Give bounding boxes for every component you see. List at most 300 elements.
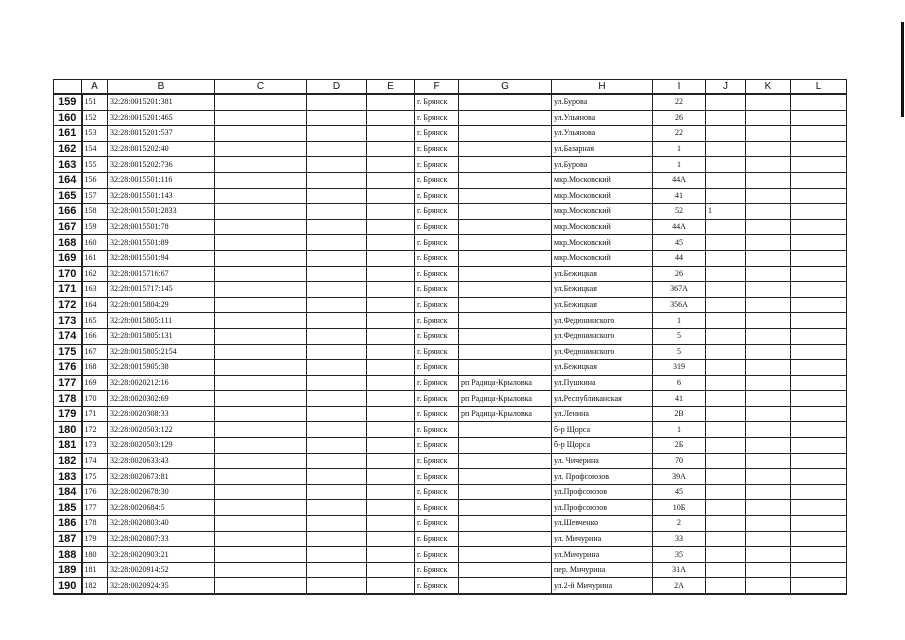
- row-number[interactable]: 160: [54, 110, 82, 126]
- cell-j[interactable]: [706, 110, 746, 126]
- cell-a[interactable]: 166: [82, 328, 108, 344]
- cell-l[interactable]: [791, 188, 847, 204]
- cell-i[interactable]: 5: [653, 344, 706, 360]
- cell-d[interactable]: [307, 313, 367, 329]
- cell-g[interactable]: [459, 282, 552, 298]
- cell-i[interactable]: 5: [653, 328, 706, 344]
- cell-c[interactable]: [215, 172, 307, 188]
- cell-a[interactable]: 155: [82, 157, 108, 173]
- cell-a[interactable]: 173: [82, 438, 108, 454]
- cell-k[interactable]: [746, 266, 791, 282]
- cell-l[interactable]: [791, 204, 847, 220]
- cell-j[interactable]: [706, 313, 746, 329]
- cell-l[interactable]: [791, 547, 847, 563]
- cell-b[interactable]: 32:28:0020807:33: [108, 531, 215, 547]
- cell-d[interactable]: [307, 531, 367, 547]
- row-number[interactable]: 184: [54, 484, 82, 500]
- cell-k[interactable]: [746, 562, 791, 578]
- cell-h[interactable]: ул.Профсоюзов: [552, 500, 653, 516]
- cell-c[interactable]: [215, 406, 307, 422]
- cell-g[interactable]: рп Радица-Крыловка: [459, 375, 552, 391]
- cell-k[interactable]: [746, 500, 791, 516]
- column-header-c[interactable]: C: [215, 80, 307, 95]
- cell-c[interactable]: [215, 516, 307, 532]
- cell-c[interactable]: [215, 484, 307, 500]
- column-header-e[interactable]: E: [367, 80, 415, 95]
- column-header-a[interactable]: A: [82, 80, 108, 95]
- cell-j[interactable]: [706, 297, 746, 313]
- cell-h[interactable]: мкр.Московский: [552, 219, 653, 235]
- cell-f[interactable]: г. Брянск: [415, 562, 459, 578]
- row-number[interactable]: 166: [54, 204, 82, 220]
- cell-j[interactable]: [706, 547, 746, 563]
- cell-c[interactable]: [215, 313, 307, 329]
- cell-i[interactable]: 2Б: [653, 438, 706, 454]
- cell-a[interactable]: 176: [82, 484, 108, 500]
- cell-c[interactable]: [215, 297, 307, 313]
- cell-h[interactable]: ул.Федюнинского: [552, 344, 653, 360]
- row-number[interactable]: 163: [54, 157, 82, 173]
- cell-a[interactable]: 153: [82, 126, 108, 142]
- row-number[interactable]: 165: [54, 188, 82, 204]
- cell-k[interactable]: [746, 250, 791, 266]
- cell-i[interactable]: 10Б: [653, 500, 706, 516]
- cell-h[interactable]: мкр.Московский: [552, 172, 653, 188]
- cell-b[interactable]: 32:28:0020914:52: [108, 562, 215, 578]
- cell-b[interactable]: 32:28:0015805:2154: [108, 344, 215, 360]
- cell-h[interactable]: ул.Шевченко: [552, 516, 653, 532]
- cell-a[interactable]: 168: [82, 360, 108, 376]
- cell-e[interactable]: [367, 531, 415, 547]
- cell-h[interactable]: ул.Бежицкая: [552, 282, 653, 298]
- cell-d[interactable]: [307, 328, 367, 344]
- cell-l[interactable]: [791, 391, 847, 407]
- cell-i[interactable]: 6: [653, 375, 706, 391]
- cell-a[interactable]: 170: [82, 391, 108, 407]
- cell-a[interactable]: 164: [82, 297, 108, 313]
- cell-h[interactable]: ул.Бурова: [552, 94, 653, 110]
- cell-k[interactable]: [746, 438, 791, 454]
- cell-e[interactable]: [367, 344, 415, 360]
- column-header-d[interactable]: D: [307, 80, 367, 95]
- cell-e[interactable]: [367, 94, 415, 110]
- cell-e[interactable]: [367, 547, 415, 563]
- cell-c[interactable]: [215, 250, 307, 266]
- cell-j[interactable]: [706, 562, 746, 578]
- cell-h[interactable]: ул.Ульянова: [552, 126, 653, 142]
- cell-i[interactable]: 2: [653, 516, 706, 532]
- cell-j[interactable]: [706, 500, 746, 516]
- cell-c[interactable]: [215, 188, 307, 204]
- cell-j[interactable]: [706, 344, 746, 360]
- column-header-k[interactable]: K: [746, 80, 791, 95]
- cell-i[interactable]: 1: [653, 313, 706, 329]
- cell-g[interactable]: [459, 266, 552, 282]
- cell-d[interactable]: [307, 344, 367, 360]
- cell-c[interactable]: [215, 438, 307, 454]
- cell-e[interactable]: [367, 219, 415, 235]
- cell-a[interactable]: 181: [82, 562, 108, 578]
- cell-g[interactable]: [459, 516, 552, 532]
- cell-b[interactable]: 32:28:0015804:29: [108, 297, 215, 313]
- cell-f[interactable]: г. Брянск: [415, 453, 459, 469]
- cell-h[interactable]: ул.Пушкина: [552, 375, 653, 391]
- cell-f[interactable]: г. Брянск: [415, 531, 459, 547]
- cell-k[interactable]: [746, 516, 791, 532]
- cell-f[interactable]: г. Брянск: [415, 360, 459, 376]
- cell-f[interactable]: г. Брянск: [415, 157, 459, 173]
- cell-g[interactable]: [459, 500, 552, 516]
- cell-h[interactable]: ул.Профсоюзов: [552, 484, 653, 500]
- cell-l[interactable]: [791, 313, 847, 329]
- cell-g[interactable]: [459, 453, 552, 469]
- row-number[interactable]: 161: [54, 126, 82, 142]
- cell-g[interactable]: [459, 578, 552, 594]
- cell-j[interactable]: [706, 391, 746, 407]
- cell-i[interactable]: 44А: [653, 219, 706, 235]
- cell-l[interactable]: [791, 250, 847, 266]
- cell-j[interactable]: [706, 188, 746, 204]
- cell-b[interactable]: 32:28:0015501:78: [108, 219, 215, 235]
- cell-e[interactable]: [367, 453, 415, 469]
- cell-b[interactable]: 32:28:0015805:131: [108, 328, 215, 344]
- cell-l[interactable]: [791, 562, 847, 578]
- cell-g[interactable]: [459, 547, 552, 563]
- cell-a[interactable]: 175: [82, 469, 108, 485]
- cell-c[interactable]: [215, 110, 307, 126]
- cell-e[interactable]: [367, 110, 415, 126]
- cell-h[interactable]: ул. Мичурина: [552, 531, 653, 547]
- cell-i[interactable]: 35: [653, 547, 706, 563]
- cell-e[interactable]: [367, 406, 415, 422]
- cell-f[interactable]: г. Брянск: [415, 469, 459, 485]
- cell-k[interactable]: [746, 453, 791, 469]
- cell-h[interactable]: мкр.Московский: [552, 235, 653, 251]
- cell-l[interactable]: [791, 266, 847, 282]
- cell-e[interactable]: [367, 172, 415, 188]
- cell-a[interactable]: 160: [82, 235, 108, 251]
- column-header-l[interactable]: L: [791, 80, 847, 95]
- cell-j[interactable]: [706, 469, 746, 485]
- cell-h[interactable]: ул.Мичурина: [552, 547, 653, 563]
- cell-b[interactable]: 32:28:0020684:5: [108, 500, 215, 516]
- cell-k[interactable]: [746, 219, 791, 235]
- cell-d[interactable]: [307, 219, 367, 235]
- row-number[interactable]: 190: [54, 578, 82, 594]
- cell-c[interactable]: [215, 469, 307, 485]
- cell-k[interactable]: [746, 406, 791, 422]
- cell-c[interactable]: [215, 547, 307, 563]
- cell-c[interactable]: [215, 391, 307, 407]
- cell-f[interactable]: г. Брянск: [415, 94, 459, 110]
- cell-g[interactable]: [459, 484, 552, 500]
- cell-h[interactable]: мкр.Московский: [552, 250, 653, 266]
- cell-a[interactable]: 162: [82, 266, 108, 282]
- cell-d[interactable]: [307, 250, 367, 266]
- cell-k[interactable]: [746, 531, 791, 547]
- cell-g[interactable]: [459, 157, 552, 173]
- row-number[interactable]: 179: [54, 406, 82, 422]
- cell-j[interactable]: [706, 422, 746, 438]
- cell-b[interactable]: 32:28:0020302:69: [108, 391, 215, 407]
- cell-j[interactable]: [706, 219, 746, 235]
- row-number[interactable]: 186: [54, 516, 82, 532]
- cell-b[interactable]: 32:28:0015501:143: [108, 188, 215, 204]
- cell-g[interactable]: [459, 328, 552, 344]
- cell-f[interactable]: г. Брянск: [415, 172, 459, 188]
- row-number[interactable]: 177: [54, 375, 82, 391]
- cell-c[interactable]: [215, 360, 307, 376]
- cell-f[interactable]: г. Брянск: [415, 297, 459, 313]
- cell-g[interactable]: [459, 235, 552, 251]
- cell-a[interactable]: 178: [82, 516, 108, 532]
- cell-g[interactable]: [459, 94, 552, 110]
- cell-i[interactable]: 2А: [653, 578, 706, 594]
- cell-h[interactable]: ул.Федюнинского: [552, 313, 653, 329]
- cell-l[interactable]: [791, 235, 847, 251]
- cell-i[interactable]: 26: [653, 266, 706, 282]
- cell-a[interactable]: 180: [82, 547, 108, 563]
- cell-f[interactable]: г. Брянск: [415, 313, 459, 329]
- cell-a[interactable]: 161: [82, 250, 108, 266]
- row-number[interactable]: 183: [54, 469, 82, 485]
- cell-e[interactable]: [367, 328, 415, 344]
- cell-d[interactable]: [307, 297, 367, 313]
- cell-i[interactable]: 70: [653, 453, 706, 469]
- cell-i[interactable]: 31А: [653, 562, 706, 578]
- cell-d[interactable]: [307, 235, 367, 251]
- cell-l[interactable]: [791, 469, 847, 485]
- cell-b[interactable]: 32:28:0015501:116: [108, 172, 215, 188]
- cell-f[interactable]: г. Брянск: [415, 126, 459, 142]
- cell-l[interactable]: [791, 172, 847, 188]
- cell-a[interactable]: 154: [82, 141, 108, 157]
- cell-h[interactable]: ул.Федюнинского: [552, 328, 653, 344]
- cell-c[interactable]: [215, 375, 307, 391]
- cell-f[interactable]: г. Брянск: [415, 141, 459, 157]
- cell-j[interactable]: [706, 328, 746, 344]
- cell-b[interactable]: 32:28:0020503:129: [108, 438, 215, 454]
- cell-d[interactable]: [307, 500, 367, 516]
- cell-a[interactable]: 179: [82, 531, 108, 547]
- cell-h[interactable]: ул.Бежицкая: [552, 297, 653, 313]
- row-number[interactable]: 178: [54, 391, 82, 407]
- cell-f[interactable]: г. Брянск: [415, 500, 459, 516]
- cell-d[interactable]: [307, 94, 367, 110]
- cell-g[interactable]: [459, 469, 552, 485]
- cell-h[interactable]: б-р Щорса: [552, 438, 653, 454]
- cell-b[interactable]: 32:28:0020308:33: [108, 406, 215, 422]
- cell-e[interactable]: [367, 375, 415, 391]
- cell-e[interactable]: [367, 360, 415, 376]
- cell-f[interactable]: г. Брянск: [415, 110, 459, 126]
- cell-k[interactable]: [746, 547, 791, 563]
- cell-i[interactable]: 319: [653, 360, 706, 376]
- cell-k[interactable]: [746, 126, 791, 142]
- cell-f[interactable]: г. Брянск: [415, 438, 459, 454]
- cell-l[interactable]: [791, 282, 847, 298]
- cell-c[interactable]: [215, 453, 307, 469]
- cell-i[interactable]: 41: [653, 391, 706, 407]
- cell-d[interactable]: [307, 469, 367, 485]
- cell-c[interactable]: [215, 235, 307, 251]
- cell-i[interactable]: 2В: [653, 406, 706, 422]
- cell-c[interactable]: [215, 578, 307, 594]
- cell-g[interactable]: [459, 172, 552, 188]
- cell-k[interactable]: [746, 141, 791, 157]
- cell-d[interactable]: [307, 157, 367, 173]
- cell-h[interactable]: мкр.Московский: [552, 204, 653, 220]
- cell-a[interactable]: 172: [82, 422, 108, 438]
- cell-b[interactable]: 32:28:0015805:111: [108, 313, 215, 329]
- cell-d[interactable]: [307, 406, 367, 422]
- cell-c[interactable]: [215, 344, 307, 360]
- cell-e[interactable]: [367, 188, 415, 204]
- cell-j[interactable]: [706, 516, 746, 532]
- column-header-j[interactable]: J: [706, 80, 746, 95]
- cell-i[interactable]: 1: [653, 141, 706, 157]
- cell-e[interactable]: [367, 282, 415, 298]
- cell-d[interactable]: [307, 484, 367, 500]
- cell-c[interactable]: [215, 562, 307, 578]
- cell-i[interactable]: 52: [653, 204, 706, 220]
- cell-a[interactable]: 171: [82, 406, 108, 422]
- cell-b[interactable]: 32:28:0015501:89: [108, 235, 215, 251]
- row-number[interactable]: 189: [54, 562, 82, 578]
- cell-e[interactable]: [367, 250, 415, 266]
- cell-j[interactable]: [706, 141, 746, 157]
- cell-l[interactable]: [791, 94, 847, 110]
- cell-j[interactable]: [706, 94, 746, 110]
- cell-j[interactable]: [706, 250, 746, 266]
- cell-b[interactable]: 32:28:0015202:736: [108, 157, 215, 173]
- cell-b[interactable]: 32:28:0015201:381: [108, 94, 215, 110]
- cell-i[interactable]: 33: [653, 531, 706, 547]
- cell-d[interactable]: [307, 172, 367, 188]
- cell-b[interactable]: 32:28:0020212:16: [108, 375, 215, 391]
- column-header-g[interactable]: G: [459, 80, 552, 95]
- cell-h[interactable]: пер. Мичурина: [552, 562, 653, 578]
- cell-a[interactable]: 157: [82, 188, 108, 204]
- cell-c[interactable]: [215, 94, 307, 110]
- cell-e[interactable]: [367, 578, 415, 594]
- cell-b[interactable]: 32:28:0020633:43: [108, 453, 215, 469]
- cell-e[interactable]: [367, 266, 415, 282]
- cell-k[interactable]: [746, 204, 791, 220]
- cell-h[interactable]: ул.Ульянова: [552, 110, 653, 126]
- cell-l[interactable]: [791, 141, 847, 157]
- cell-g[interactable]: [459, 126, 552, 142]
- row-number[interactable]: 176: [54, 360, 82, 376]
- cell-i[interactable]: 41: [653, 188, 706, 204]
- row-number[interactable]: 182: [54, 453, 82, 469]
- cell-d[interactable]: [307, 110, 367, 126]
- cell-l[interactable]: [791, 219, 847, 235]
- cell-j[interactable]: 1: [706, 204, 746, 220]
- cell-g[interactable]: [459, 110, 552, 126]
- cell-d[interactable]: [307, 453, 367, 469]
- cell-j[interactable]: [706, 360, 746, 376]
- cell-a[interactable]: 165: [82, 313, 108, 329]
- cell-h[interactable]: ул.Базарная: [552, 141, 653, 157]
- cell-i[interactable]: 45: [653, 484, 706, 500]
- cell-f[interactable]: г. Брянск: [415, 235, 459, 251]
- cell-g[interactable]: [459, 531, 552, 547]
- cell-k[interactable]: [746, 484, 791, 500]
- cell-c[interactable]: [215, 126, 307, 142]
- cell-k[interactable]: [746, 188, 791, 204]
- cell-k[interactable]: [746, 422, 791, 438]
- row-number[interactable]: 185: [54, 500, 82, 516]
- cell-e[interactable]: [367, 422, 415, 438]
- cell-l[interactable]: [791, 578, 847, 594]
- cell-i[interactable]: 26: [653, 110, 706, 126]
- row-number[interactable]: 172: [54, 297, 82, 313]
- cell-a[interactable]: 163: [82, 282, 108, 298]
- cell-f[interactable]: г. Брянск: [415, 344, 459, 360]
- cell-k[interactable]: [746, 172, 791, 188]
- corner-cell[interactable]: [54, 80, 82, 95]
- row-number[interactable]: 170: [54, 266, 82, 282]
- cell-c[interactable]: [215, 157, 307, 173]
- cell-k[interactable]: [746, 344, 791, 360]
- cell-a[interactable]: 182: [82, 578, 108, 594]
- cell-j[interactable]: [706, 282, 746, 298]
- cell-f[interactable]: г. Брянск: [415, 516, 459, 532]
- column-header-i[interactable]: I: [653, 80, 706, 95]
- cell-b[interactable]: 32:28:0015501:94: [108, 250, 215, 266]
- cell-h[interactable]: ул.Бурова: [552, 157, 653, 173]
- cell-e[interactable]: [367, 313, 415, 329]
- cell-k[interactable]: [746, 360, 791, 376]
- cell-d[interactable]: [307, 141, 367, 157]
- cell-j[interactable]: [706, 172, 746, 188]
- cell-a[interactable]: 158: [82, 204, 108, 220]
- cell-j[interactable]: [706, 406, 746, 422]
- cell-i[interactable]: 39А: [653, 469, 706, 485]
- cell-f[interactable]: г. Брянск: [415, 547, 459, 563]
- cell-h[interactable]: б-р Щорса: [552, 422, 653, 438]
- cell-l[interactable]: [791, 360, 847, 376]
- cell-h[interactable]: ул.2-й Мичурина: [552, 578, 653, 594]
- cell-l[interactable]: [791, 500, 847, 516]
- cell-a[interactable]: 169: [82, 375, 108, 391]
- cell-g[interactable]: [459, 188, 552, 204]
- row-number[interactable]: 164: [54, 172, 82, 188]
- cell-g[interactable]: рп Радица-Крыловка: [459, 391, 552, 407]
- cell-g[interactable]: [459, 562, 552, 578]
- cell-j[interactable]: [706, 266, 746, 282]
- cell-d[interactable]: [307, 188, 367, 204]
- cell-c[interactable]: [215, 219, 307, 235]
- cell-j[interactable]: [706, 453, 746, 469]
- row-number[interactable]: 168: [54, 235, 82, 251]
- cell-e[interactable]: [367, 469, 415, 485]
- cell-g[interactable]: [459, 360, 552, 376]
- cell-g[interactable]: [459, 219, 552, 235]
- cell-l[interactable]: [791, 484, 847, 500]
- cell-c[interactable]: [215, 204, 307, 220]
- row-number[interactable]: 180: [54, 422, 82, 438]
- cell-j[interactable]: [706, 578, 746, 594]
- cell-e[interactable]: [367, 516, 415, 532]
- row-number[interactable]: 175: [54, 344, 82, 360]
- cell-f[interactable]: г. Брянск: [415, 204, 459, 220]
- cell-a[interactable]: 152: [82, 110, 108, 126]
- cell-a[interactable]: 174: [82, 453, 108, 469]
- cell-k[interactable]: [746, 235, 791, 251]
- cell-f[interactable]: г. Брянск: [415, 375, 459, 391]
